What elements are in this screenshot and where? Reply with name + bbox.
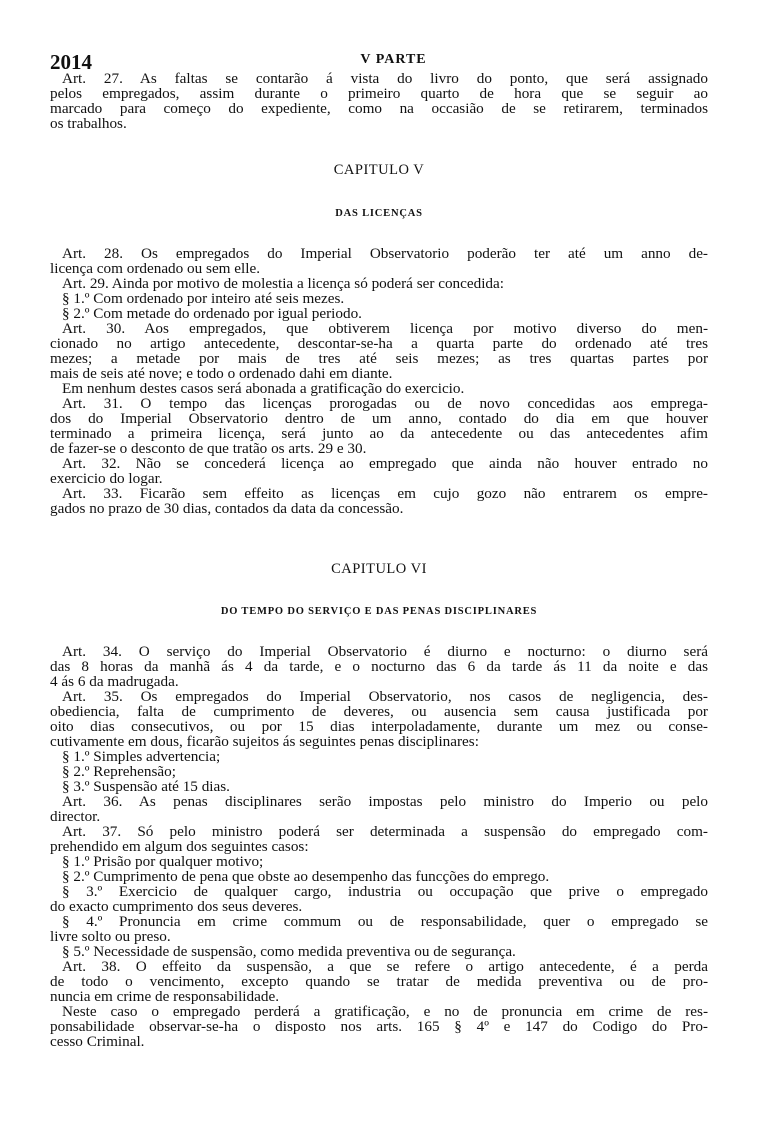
section-paragraph: [50, 914, 708, 944]
chapter-subtitle: DO TEMPO DO SERVIÇO E DAS PENAS DISCIPLINARES: [220, 606, 538, 617]
section-paragraph: [50, 749, 708, 764]
text-line: do exacto cumprimento dos seus deveres.: [50, 898, 303, 915]
text-line: Art. 36. As penas disciplinares serão impostas pelo ministro do Imperio ou pelo: [62, 793, 708, 810]
text-line: 4 ás 6 da madrugada.: [50, 673, 179, 690]
text-line: Art. 29. Ainda por motivo de molestia a licença só poderá ser concedida:: [62, 275, 504, 292]
text-line: § 2.º Com metade do ordenado por igual periodo.: [62, 305, 362, 322]
text-line: director.: [50, 808, 101, 825]
text-line: § 1.º Simples advertencia;: [62, 748, 221, 765]
text-line: cionado no artigo antecedente, descontar-se-ha a quarta parte do ordenado até tres: [50, 335, 708, 352]
text-line: cutivamente em dous, ficarão sujeitos ás seguintes penas disciplinares:: [50, 733, 479, 750]
text-line: § 1.º Prisão por qualquer motivo;: [62, 853, 264, 870]
text-line: ponsabilidade observar-se-ha o disposto nos arts. 165 § 4º e 147 do Codigo do Pro-: [50, 1018, 708, 1035]
article-paragraph: [50, 321, 708, 381]
text-line: de todo o vencimento, excepto quando se tratar de medida preventiva ou de pro-: [50, 973, 708, 990]
article-paragraph: [50, 794, 708, 824]
text-line: de fazer-se o desconto de que tratão os arts. 29 e 30.: [50, 440, 367, 457]
text-line: mais de seis até nove; e todo o ordenado dahi em diante.: [50, 365, 393, 382]
text-line: § 3.º Exercicio de qualquer cargo, industria ou occupação que prive o empregado: [62, 883, 708, 900]
text-line: pelos empregados, assim durante o primeiro quarto de hora que se seguir ao: [50, 85, 708, 102]
article-paragraph: [50, 824, 708, 854]
running-title: V PARTE: [360, 52, 427, 67]
text-line: § 1.º Com ordenado por inteiro até seis mezes.: [62, 290, 345, 307]
article-paragraph: [50, 246, 708, 276]
text-line: marcado para começo do expediente, como na occasião de se retirarem, terminados: [50, 100, 708, 117]
text-line: nuncia em crime de responsabilidade.: [50, 988, 279, 1005]
text-line: livre solto ou preso.: [50, 928, 171, 945]
section-paragraph: [50, 779, 708, 794]
text-line: Art. 28. Os empregados do Imperial Observatorio poderão ter até um anno de-: [62, 245, 708, 262]
section-paragraph: [50, 764, 708, 779]
chapter-heading: CAPITULO V: [333, 162, 425, 178]
text-line: Art. 31. O tempo das licenças prorogadas ou de novo concedidas aos emprega-: [62, 395, 708, 412]
text-line: § 4.º Pronuncia em crime commum ou de responsabilidade, quer o empregado se: [62, 913, 708, 930]
article-paragraph: [50, 1004, 708, 1049]
chapter-subtitle: DAS LICENÇAS: [335, 208, 423, 219]
text-line: Art. 34. O serviço do Imperial Observatorio é diurno e nocturno: o diurno será: [62, 643, 708, 660]
text-line: mezes; a metade por mais de tres até seis mezes; as tres quartas partes por: [50, 350, 708, 367]
text-line: § 2.º Reprehensão;: [62, 763, 176, 780]
section-paragraph: [50, 869, 708, 884]
text-line: Neste caso o empregado perderá a gratificação, e no de pronuncia em crime de res-: [62, 1003, 708, 1020]
article-paragraph: [50, 396, 708, 456]
article-paragraph: [50, 486, 708, 516]
text-line: Art. 33. Ficarão sem effeito as licenças em cujo gozo não entrarem os empre-: [62, 485, 708, 502]
article-paragraph: [50, 644, 708, 689]
text-line: § 3.º Suspensão até 15 dias.: [62, 778, 230, 795]
article-paragraph: [50, 959, 708, 1004]
chapter-heading: CAPITULO VI: [331, 561, 427, 577]
text-line: obediencia, falta de cumprimento de deveres, ou ausencia sem causa justificada por: [50, 703, 708, 720]
article-paragraph: [50, 276, 708, 291]
text-line: Art. 32. Não se concederá licença ao empregado que ainda não houver entrado no: [62, 455, 708, 472]
text-line: licença com ordenado ou sem elle.: [50, 260, 261, 277]
text-line: dos do Imperial Observatorio dentro de um anno, contado do dia em que houver: [50, 410, 708, 427]
text-line: Art. 37. Só pelo ministro poderá ser determinada a suspensão do empregado com-: [62, 823, 708, 840]
article-paragraph: [50, 381, 708, 396]
text-line: § 2.º Cumprimento de pena que obste ao desempenho das funcções do emprego.: [62, 868, 550, 885]
text-line: Em nenhum destes casos será abonada a gratificação do exercicio.: [62, 380, 465, 397]
text-line: das 8 horas da manhã ás 4 da tarde, e o nocturno das 6 da tarde ás 11 da noite e das: [50, 658, 708, 675]
text-line: Art. 35. Os empregados do Imperial Observatorio, nos casos de negligencia, des-: [62, 688, 708, 705]
text-line: Art. 30. Aos empregados, que obtiverem licença por motivo diverso do men-: [62, 320, 708, 337]
page-number: 2014: [50, 50, 92, 74]
section-paragraph: [50, 944, 708, 959]
text-line: exercicio do logar.: [50, 470, 163, 487]
text-line: oito dias consecutivos, ou por 15 dias interpoladamente, durante um mez ou conse-: [50, 718, 708, 735]
section-paragraph: [50, 291, 708, 306]
text-line: cesso Criminal.: [50, 1033, 145, 1050]
text-line: Art. 38. O effeito da suspensão, a que se refere o artigo antecedente, é a perda: [62, 958, 708, 975]
section-paragraph: [50, 884, 708, 914]
text-line: prehendido em algum dos seguintes casos:: [50, 838, 309, 855]
text-line: Art. 27. As faltas se contarão á vista do livro do ponto, que será assignado: [62, 70, 708, 87]
text-line: terminado a primeira licença, será junto ao da antecedente ou das antecedentes afim: [50, 425, 708, 442]
section-paragraph: [50, 306, 708, 321]
text-line: os trabalhos.: [50, 115, 127, 132]
text-line: § 5.º Necessidade de suspensão, como medida preventiva ou de segurança.: [62, 943, 516, 960]
article-paragraph: [50, 689, 708, 749]
document-body: [50, 71, 708, 1049]
section-paragraph: [50, 854, 708, 869]
text-line: gados no prazo de 30 dias, contados da data da concessão.: [50, 500, 404, 517]
article-paragraph: [50, 71, 708, 131]
article-paragraph: [50, 456, 708, 486]
